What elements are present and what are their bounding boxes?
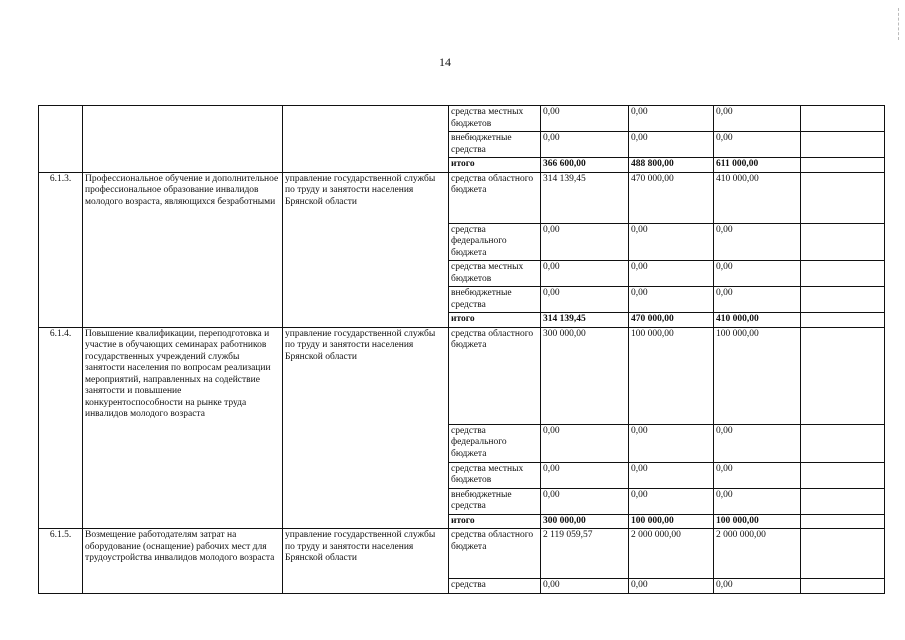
total-value-cell: 314 139,45 <box>541 313 629 328</box>
value-cell: 0,00 <box>714 106 801 132</box>
empty-cell <box>801 313 885 328</box>
empty-cell <box>801 579 885 594</box>
total-value-cell: 611 000,00 <box>714 158 801 173</box>
value-cell: 2 000 000,00 <box>714 529 801 579</box>
num-cell <box>39 106 83 173</box>
table-row <box>39 106 885 132</box>
empty-cell <box>801 106 885 132</box>
source-cell: средства федерального бюджета <box>449 223 541 261</box>
value-cell: 0,00 <box>541 132 629 158</box>
measure-executor: управление государственной службы по труду и занятости населения Брянской области <box>283 172 449 327</box>
value-cell: 0,00 <box>541 579 629 594</box>
measure-name: Повышение квалификации, переподготовка и участие в обучающих семинарах работников государственных учреждений службы занятости населения по вопросам реализации мероприятий, направленных на содействие занятости и повышение конкурентоспособности на рынке труда инвалидов молодого возраста <box>83 327 283 529</box>
value-cell: 2 119 059,57 <box>541 529 629 579</box>
value-cell: 0,00 <box>541 106 629 132</box>
empty-cell <box>801 529 885 579</box>
value-cell: 0,00 <box>714 287 801 313</box>
budget-table <box>38 105 885 594</box>
value-cell: 0,00 <box>629 579 714 594</box>
total-label-cell: итого <box>449 313 541 328</box>
value-cell: 100 000,00 <box>629 327 714 424</box>
value-cell: 100 000,00 <box>714 327 801 424</box>
source-cell: средства федерального бюджета <box>449 424 541 462</box>
executor-cell <box>283 106 449 173</box>
value-cell: 0,00 <box>541 223 629 261</box>
empty-cell <box>801 132 885 158</box>
total-label-cell: итого <box>449 514 541 529</box>
source-cell: средства местных бюджетов <box>449 106 541 132</box>
value-cell: 0,00 <box>541 261 629 287</box>
table-row <box>39 529 885 579</box>
total-value-cell: 488 800,00 <box>629 158 714 173</box>
total-value-cell: 410 000,00 <box>714 313 801 328</box>
empty-cell <box>801 261 885 287</box>
value-cell: 0,00 <box>629 132 714 158</box>
source-cell: средства местных бюджетов <box>449 261 541 287</box>
value-cell: 470 000,00 <box>629 172 714 223</box>
value-cell: 0,00 <box>541 488 629 514</box>
value-cell: 0,00 <box>714 579 801 594</box>
source-cell: средства <box>449 579 541 594</box>
value-cell: 0,00 <box>714 462 801 488</box>
empty-cell <box>801 223 885 261</box>
empty-cell <box>801 424 885 462</box>
total-value-cell: 100 000,00 <box>714 514 801 529</box>
source-cell: средства областного бюджета <box>449 172 541 223</box>
empty-cell <box>801 327 885 424</box>
table-row <box>39 327 885 424</box>
value-cell: 0,00 <box>714 223 801 261</box>
value-cell: 410 000,00 <box>714 172 801 223</box>
empty-cell <box>801 462 885 488</box>
scan-edge-marks <box>898 8 900 40</box>
measure-name: Профессиональное обучение и дополнительное профессиональное образование инвалидов молодого возраста, являющихся безработными <box>83 172 283 327</box>
measure-number: 6.1.5. <box>39 529 83 594</box>
value-cell: 0,00 <box>714 488 801 514</box>
value-cell: 0,00 <box>541 287 629 313</box>
value-cell: 2 000 000,00 <box>629 529 714 579</box>
value-cell: 0,00 <box>714 424 801 462</box>
total-value-cell: 470 000,00 <box>629 313 714 328</box>
empty-cell <box>801 287 885 313</box>
value-cell: 0,00 <box>629 287 714 313</box>
empty-cell <box>801 172 885 223</box>
value-cell: 0,00 <box>629 106 714 132</box>
measure-executor: управление государственной службы по труду и занятости населения Брянской области <box>283 327 449 529</box>
value-cell: 300 000,00 <box>541 327 629 424</box>
value-cell: 0,00 <box>541 424 629 462</box>
total-value-cell: 100 000,00 <box>629 514 714 529</box>
empty-cell <box>801 488 885 514</box>
measure-number: 6.1.3. <box>39 172 83 327</box>
source-cell: внебюджетные средства <box>449 488 541 514</box>
source-cell: средства местных бюджетов <box>449 462 541 488</box>
value-cell: 0,00 <box>629 223 714 261</box>
total-value-cell: 300 000,00 <box>541 514 629 529</box>
value-cell: 0,00 <box>629 462 714 488</box>
total-label-cell: итого <box>449 158 541 173</box>
measure-number: 6.1.4. <box>39 327 83 529</box>
page-number: 14 <box>439 55 451 69</box>
table-row <box>39 172 885 223</box>
source-cell: средства областного бюджета <box>449 327 541 424</box>
value-cell: 0,00 <box>714 132 801 158</box>
budget-table-body <box>39 106 885 594</box>
total-value-cell: 366 600,00 <box>541 158 629 173</box>
source-cell: средства областного бюджета <box>449 529 541 579</box>
measure-name-cell <box>83 106 283 173</box>
value-cell: 0,00 <box>629 424 714 462</box>
value-cell: 0,00 <box>629 261 714 287</box>
value-cell: 0,00 <box>541 462 629 488</box>
value-cell: 0,00 <box>629 488 714 514</box>
source-cell: внебюджетные средства <box>449 132 541 158</box>
measure-executor: управление государственной службы по труду и занятости населения Брянской области <box>283 529 449 594</box>
value-cell: 314 139,45 <box>541 172 629 223</box>
empty-cell <box>801 158 885 173</box>
value-cell: 0,00 <box>714 261 801 287</box>
empty-cell <box>801 514 885 529</box>
source-cell: внебюджетные средства <box>449 287 541 313</box>
measure-name: Возмещение работодателям затрат на оборудование (оснащение) рабочих мест для трудоустройства инвалидов молодого возраста <box>83 529 283 594</box>
